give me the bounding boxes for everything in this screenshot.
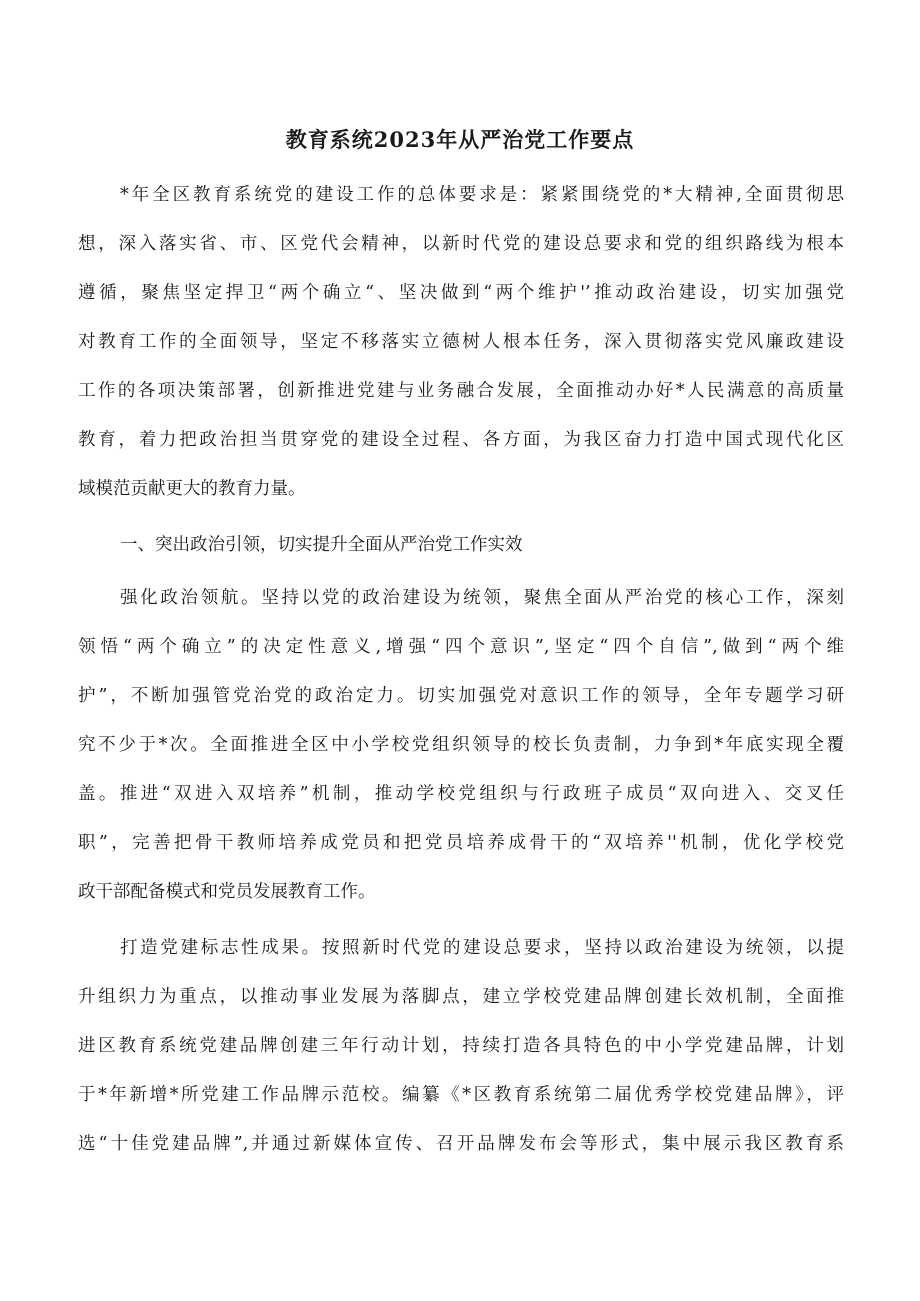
paragraph-2-line-2: 领悟“两个确立”的决定性意义,增强“四个意识”,坚定“四个自信”,做到“两个维	[78, 637, 844, 657]
paragraph-3-line-5: 选“十佳党建品牌”,并通过新媒体宣传、召开品牌发布会等形式，集中展示我区教育系	[78, 1134, 844, 1154]
paragraph-1-line-4: 对教育工作的全面领导，坚定不移落实立德树人根本任务，深入贯彻落实党风廉政建设	[78, 332, 844, 352]
paragraph-2-line-6: 职”，完善把骨干教师培养成党员和把党员培养成骨干的“双培养''机制，优化学校党	[78, 833, 844, 853]
document-title: 教育系统2023年从严治党工作要点	[285, 127, 635, 152]
paragraph-2-line-1: 强化政治领航。坚持以党的政治建设为统领，聚焦全面从严治党的核心工作，深刻	[120, 588, 844, 608]
paragraph-3-line-1: 打造党建标志性成果。按照新时代党的建设总要求，坚持以政治建设为统领，以提	[120, 938, 844, 958]
paragraph-2-line-4: 究不少于*次。全面推进全区中小学校党组织领导的校长负责制，力争到*年底实现全覆	[78, 735, 844, 755]
paragraph-3-line-4: 于*年新增*所党建工作品牌示范校。编纂《*区教育系统第二届优秀学校党建品牌》，评	[78, 1085, 844, 1105]
paragraph-2-line-7: 政干部配备模式和党员发展教育工作。	[78, 882, 376, 902]
paragraph-1-line-3: 遵循，聚焦坚定捍卫“两个确立“、坚决做到“两个维护'’推动政治建设，切实加强党	[78, 283, 844, 303]
paragraph-3-line-3: 进区教育系统党建品牌创建三年行动计划，持续打造各具特色的中小学党建品牌，计划	[78, 1036, 844, 1056]
paragraph-1-line-1: *年全区教育系统党的建设工作的总体要求是：紧紧围绕党的*大精神,全面贯彻思	[120, 185, 844, 205]
paragraph-1-line-7: 域模范贡献更大的教育力量。	[78, 479, 306, 499]
paragraph-1-line-2: 想，深入落实省、市、区党代会精神，以新时代党的建设总要求和党的组织路线为根本	[78, 234, 844, 254]
paragraph-3-line-2: 升组织力为重点，以推动事业发展为落脚点，建立学校党建品牌创建长效机制，全面推	[78, 987, 844, 1007]
paragraph-1-line-5: 工作的各项决策部署，创新推进党建与业务融合发展，全面推动办好*人民满意的高质量	[78, 381, 844, 401]
paragraph-2-line-5: 盖。推进“双进入双培养”机制，推动学校党组织与行政班子成员“双向进入、交叉任	[78, 784, 844, 804]
paragraph-2-line-3: 护”，不断加强管党治党的政治定力。切实加强党对意识工作的领导，全年专题学习研	[78, 686, 844, 706]
section-heading-1: 一、突出政治引领，切实提升全面从严治党工作实效	[120, 535, 523, 555]
paragraph-1-line-6: 教育，着力把政治担当贯穿党的建设全过程、各方面，为我区奋力打造中国式现代化区	[78, 430, 844, 450]
